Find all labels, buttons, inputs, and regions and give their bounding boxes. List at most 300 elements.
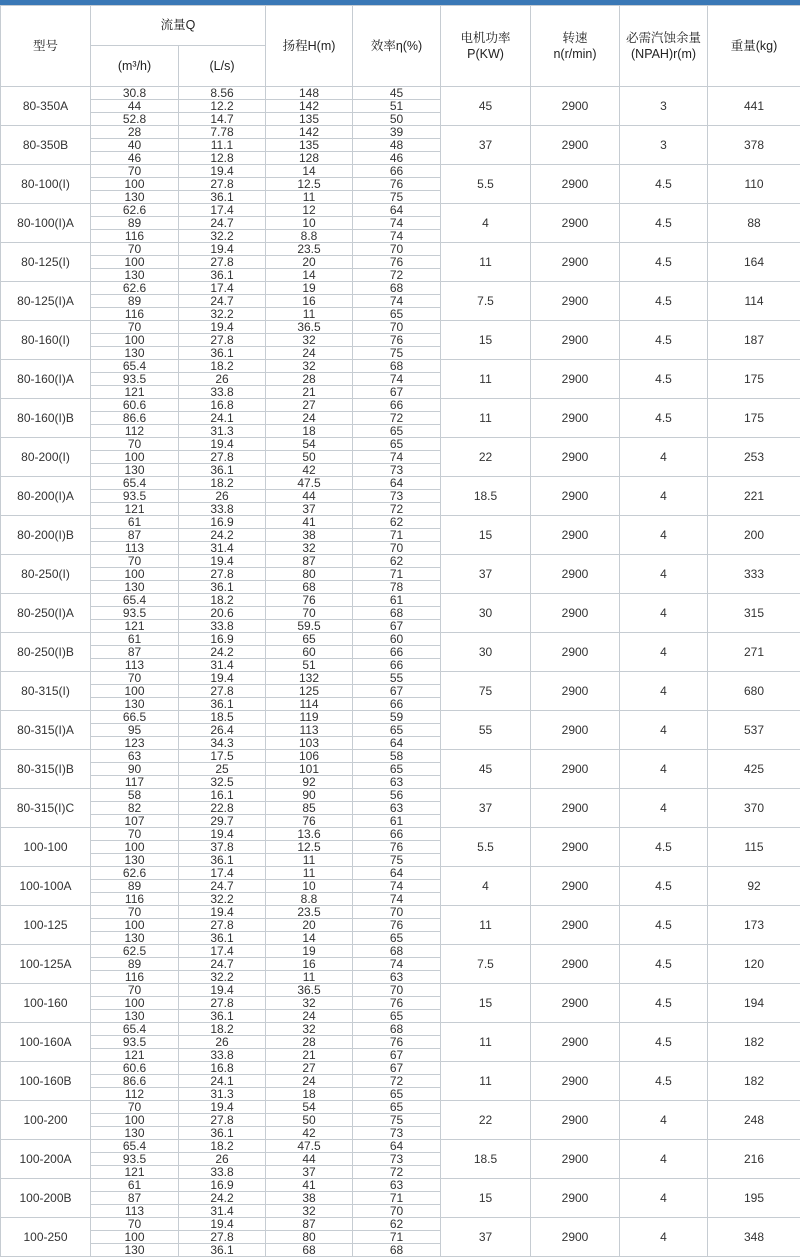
efficiency-cell: 75 <box>353 854 441 867</box>
head-cell: 16 <box>266 295 353 308</box>
flow-ls-cell: 26 <box>179 1036 266 1049</box>
weight-cell: 348 <box>708 1218 800 1257</box>
efficiency-cell: 65 <box>353 724 441 737</box>
model-cell: 100-160 <box>1 984 91 1023</box>
flow-m3h-cell: 60.6 <box>91 1062 179 1075</box>
flow-ls-cell: 17.4 <box>179 867 266 880</box>
weight-cell: 315 <box>708 594 800 633</box>
npsh-cell: 4.5 <box>620 906 708 945</box>
flow-ls-cell: 16.8 <box>179 399 266 412</box>
speed-cell: 2900 <box>531 672 620 711</box>
npsh-cell: 4 <box>620 750 708 789</box>
power-cell: 37 <box>441 789 531 828</box>
flow-ls-cell: 18.2 <box>179 360 266 373</box>
table-row <box>1 633 800 646</box>
npsh-cell: 4.5 <box>620 282 708 321</box>
flow-ls-cell: 24.2 <box>179 529 266 542</box>
flow-ls-cell: 24.7 <box>179 880 266 893</box>
flow-m3h-cell: 113 <box>91 659 179 672</box>
npsh-cell: 4.5 <box>620 1023 708 1062</box>
head-cell: 50 <box>266 451 353 464</box>
head-cell: 21 <box>266 386 353 399</box>
weight-cell: 216 <box>708 1140 800 1179</box>
flow-m3h-cell: 130 <box>91 581 179 594</box>
efficiency-cell: 46 <box>353 152 441 165</box>
flow-m3h-cell: 130 <box>91 464 179 477</box>
weight-cell: 680 <box>708 672 800 711</box>
head-cell: 51 <box>266 659 353 672</box>
head-cell: 41 <box>266 516 353 529</box>
npsh-cell: 4.5 <box>620 828 708 867</box>
flow-m3h-cell: 62.6 <box>91 282 179 295</box>
head-cell: 14 <box>266 932 353 945</box>
efficiency-cell: 66 <box>353 659 441 672</box>
flow-ls-cell: 19.4 <box>179 438 266 451</box>
efficiency-cell: 65 <box>353 308 441 321</box>
flow-ls-cell: 19.4 <box>179 165 266 178</box>
flow-ls-cell: 27.8 <box>179 997 266 1010</box>
flow-ls-cell: 27.8 <box>179 685 266 698</box>
model-cell: 80-125(I) <box>1 243 91 282</box>
flow-m3h-cell: 70 <box>91 165 179 178</box>
weight-cell: 187 <box>708 321 800 360</box>
head-cell: 80 <box>266 1231 353 1244</box>
flow-m3h-cell: 121 <box>91 1166 179 1179</box>
flow-m3h-cell: 100 <box>91 178 179 191</box>
head-cell: 20 <box>266 919 353 932</box>
npsh-cell: 3 <box>620 126 708 165</box>
speed-cell: 2900 <box>531 789 620 828</box>
flow-ls-cell: 24.7 <box>179 217 266 230</box>
npsh-cell: 4 <box>620 555 708 594</box>
head-cell: 50 <box>266 1114 353 1127</box>
head-cell: 76 <box>266 815 353 828</box>
flow-m3h-cell: 116 <box>91 308 179 321</box>
head-cell: 70 <box>266 607 353 620</box>
flow-ls-cell: 27.8 <box>179 1114 266 1127</box>
weight-cell: 537 <box>708 711 800 750</box>
efficiency-cell: 72 <box>353 269 441 282</box>
head-cell: 54 <box>266 1101 353 1114</box>
flow-m3h-cell: 89 <box>91 880 179 893</box>
efficiency-cell: 73 <box>353 1127 441 1140</box>
flow-m3h-cell: 116 <box>91 971 179 984</box>
head-cell: 101 <box>266 763 353 776</box>
power-cell: 37 <box>441 1218 531 1257</box>
flow-m3h-cell: 65.4 <box>91 1023 179 1036</box>
efficiency-cell: 58 <box>353 750 441 763</box>
flow-ls-cell: 18.2 <box>179 1023 266 1036</box>
power-cell: 15 <box>441 516 531 555</box>
flow-m3h-cell: 61 <box>91 633 179 646</box>
flow-ls-cell: 31.4 <box>179 1205 266 1218</box>
efficiency-cell: 60 <box>353 633 441 646</box>
flow-m3h-cell: 130 <box>91 932 179 945</box>
efficiency-cell: 62 <box>353 1218 441 1231</box>
flow-m3h-cell: 113 <box>91 542 179 555</box>
header-speed <box>531 6 620 87</box>
table-row <box>1 399 800 412</box>
npsh-cell: 4.5 <box>620 1062 708 1101</box>
npsh-cell: 4 <box>620 1218 708 1257</box>
efficiency-cell: 66 <box>353 828 441 841</box>
flow-ls-cell: 16.1 <box>179 789 266 802</box>
head-cell: 11 <box>266 191 353 204</box>
head-cell: 135 <box>266 139 353 152</box>
header-npsh-line2: (NPAH)r(m) <box>631 47 697 61</box>
model-cell: 80-250(I)B <box>1 633 91 672</box>
head-cell: 10 <box>266 217 353 230</box>
flow-m3h-cell: 30.8 <box>91 87 179 100</box>
flow-m3h-cell: 70 <box>91 828 179 841</box>
flow-m3h-cell: 93.5 <box>91 490 179 503</box>
flow-m3h-cell: 100 <box>91 568 179 581</box>
efficiency-cell: 75 <box>353 191 441 204</box>
weight-cell: 378 <box>708 126 800 165</box>
head-cell: 18 <box>266 425 353 438</box>
flow-ls-cell: 24.2 <box>179 1192 266 1205</box>
efficiency-cell: 68 <box>353 1023 441 1036</box>
flow-m3h-cell: 70 <box>91 243 179 256</box>
flow-ls-cell: 16.9 <box>179 1179 266 1192</box>
speed-cell: 2900 <box>531 711 620 750</box>
power-cell: 55 <box>441 711 531 750</box>
efficiency-cell: 50 <box>353 113 441 126</box>
speed-cell: 2900 <box>531 126 620 165</box>
weight-cell: 248 <box>708 1101 800 1140</box>
model-cell: 100-250 <box>1 1218 91 1257</box>
power-cell: 11 <box>441 360 531 399</box>
flow-m3h-cell: 61 <box>91 516 179 529</box>
flow-ls-cell: 26 <box>179 490 266 503</box>
npsh-cell: 4 <box>620 477 708 516</box>
weight-cell: 110 <box>708 165 800 204</box>
flow-m3h-cell: 123 <box>91 737 179 750</box>
flow-ls-cell: 24.7 <box>179 958 266 971</box>
flow-ls-cell: 16.8 <box>179 1062 266 1075</box>
flow-ls-cell: 36.1 <box>179 581 266 594</box>
head-cell: 11 <box>266 867 353 880</box>
head-cell: 68 <box>266 1244 353 1257</box>
head-cell: 24 <box>266 347 353 360</box>
efficiency-cell: 68 <box>353 282 441 295</box>
flow-m3h-cell: 130 <box>91 347 179 360</box>
npsh-cell: 4 <box>620 516 708 555</box>
weight-cell: 253 <box>708 438 800 477</box>
flow-ls-cell: 18.2 <box>179 1140 266 1153</box>
head-cell: 80 <box>266 568 353 581</box>
model-cell: 100-200B <box>1 1179 91 1218</box>
speed-cell: 2900 <box>531 984 620 1023</box>
weight-cell: 92 <box>708 867 800 906</box>
efficiency-cell: 55 <box>353 672 441 685</box>
weight-cell: 425 <box>708 750 800 789</box>
table-row <box>1 126 800 139</box>
flow-ls-cell: 22.8 <box>179 802 266 815</box>
power-cell: 30 <box>441 594 531 633</box>
power-cell: 5.5 <box>441 828 531 867</box>
head-cell: 103 <box>266 737 353 750</box>
efficiency-cell: 65 <box>353 1088 441 1101</box>
model-cell: 80-350A <box>1 87 91 126</box>
flow-m3h-cell: 63 <box>91 750 179 763</box>
flow-ls-cell: 19.4 <box>179 243 266 256</box>
model-cell: 100-160B <box>1 1062 91 1101</box>
header-weight: 重量(kg) <box>708 6 800 87</box>
flow-ls-cell: 11.1 <box>179 139 266 152</box>
head-cell: 32 <box>266 1205 353 1218</box>
flow-m3h-cell: 130 <box>91 1010 179 1023</box>
efficiency-cell: 67 <box>353 386 441 399</box>
head-cell: 36.5 <box>266 984 353 997</box>
flow-m3h-cell: 65.4 <box>91 594 179 607</box>
head-cell: 38 <box>266 1192 353 1205</box>
efficiency-cell: 66 <box>353 646 441 659</box>
efficiency-cell: 63 <box>353 971 441 984</box>
model-cell: 80-160(I)A <box>1 360 91 399</box>
npsh-cell: 4 <box>620 1140 708 1179</box>
flow-ls-cell: 32.2 <box>179 971 266 984</box>
flow-ls-cell: 19.4 <box>179 321 266 334</box>
speed-cell: 2900 <box>531 204 620 243</box>
power-cell: 11 <box>441 243 531 282</box>
power-cell: 5.5 <box>441 165 531 204</box>
head-cell: 44 <box>266 490 353 503</box>
flow-m3h-cell: 65.4 <box>91 477 179 490</box>
weight-cell: 194 <box>708 984 800 1023</box>
npsh-cell: 3 <box>620 87 708 126</box>
model-cell: 80-250(I)A <box>1 594 91 633</box>
flow-ls-cell: 19.4 <box>179 906 266 919</box>
flow-ls-cell: 32.2 <box>179 893 266 906</box>
table-row <box>1 1140 800 1153</box>
flow-m3h-cell: 62.5 <box>91 945 179 958</box>
flow-m3h-cell: 130 <box>91 698 179 711</box>
power-cell: 15 <box>441 984 531 1023</box>
header-head: 扬程H(m) <box>266 6 353 87</box>
power-cell: 22 <box>441 1101 531 1140</box>
efficiency-cell: 71 <box>353 1231 441 1244</box>
efficiency-cell: 76 <box>353 919 441 932</box>
head-cell: 68 <box>266 581 353 594</box>
power-cell: 7.5 <box>441 945 531 984</box>
header-flow-m3h: (m³/h) <box>91 46 179 87</box>
flow-m3h-cell: 130 <box>91 269 179 282</box>
head-cell: 24 <box>266 412 353 425</box>
model-cell: 80-160(I) <box>1 321 91 360</box>
flow-ls-cell: 27.8 <box>179 568 266 581</box>
power-cell: 18.5 <box>441 1140 531 1179</box>
efficiency-cell: 70 <box>353 542 441 555</box>
efficiency-cell: 64 <box>353 204 441 217</box>
power-cell: 15 <box>441 1179 531 1218</box>
flow-ls-cell: 12.8 <box>179 152 266 165</box>
table-row <box>1 282 800 295</box>
head-cell: 11 <box>266 854 353 867</box>
model-cell: 100-100A <box>1 867 91 906</box>
flow-m3h-cell: 89 <box>91 295 179 308</box>
speed-cell: 2900 <box>531 1179 620 1218</box>
flow-ls-cell: 32.2 <box>179 230 266 243</box>
speed-cell: 2900 <box>531 360 620 399</box>
flow-m3h-cell: 89 <box>91 958 179 971</box>
speed-cell: 2900 <box>531 1101 620 1140</box>
power-cell: 75 <box>441 672 531 711</box>
flow-ls-cell: 31.3 <box>179 1088 266 1101</box>
npsh-cell: 4.5 <box>620 165 708 204</box>
head-cell: 27 <box>266 1062 353 1075</box>
head-cell: 20 <box>266 256 353 269</box>
npsh-cell: 4 <box>620 711 708 750</box>
flow-m3h-cell: 52.8 <box>91 113 179 126</box>
head-cell: 44 <box>266 1153 353 1166</box>
speed-cell: 2900 <box>531 477 620 516</box>
head-cell: 11 <box>266 308 353 321</box>
flow-ls-cell: 36.1 <box>179 1010 266 1023</box>
table-row <box>1 204 800 217</box>
head-cell: 12 <box>266 204 353 217</box>
head-cell: 142 <box>266 126 353 139</box>
table-row <box>1 711 800 724</box>
table-row <box>1 945 800 958</box>
weight-cell: 195 <box>708 1179 800 1218</box>
table-row <box>1 828 800 841</box>
efficiency-cell: 64 <box>353 737 441 750</box>
efficiency-cell: 68 <box>353 607 441 620</box>
model-cell: 80-125(I)A <box>1 282 91 321</box>
table-row <box>1 867 800 880</box>
flow-m3h-cell: 107 <box>91 815 179 828</box>
efficiency-cell: 74 <box>353 958 441 971</box>
flow-m3h-cell: 28 <box>91 126 179 139</box>
head-cell: 37 <box>266 503 353 516</box>
head-cell: 47.5 <box>266 477 353 490</box>
power-cell: 45 <box>441 87 531 126</box>
table-row <box>1 165 800 178</box>
efficiency-cell: 68 <box>353 945 441 958</box>
flow-m3h-cell: 44 <box>91 100 179 113</box>
npsh-cell: 4.5 <box>620 321 708 360</box>
weight-cell: 173 <box>708 906 800 945</box>
flow-m3h-cell: 70 <box>91 984 179 997</box>
flow-ls-cell: 26 <box>179 373 266 386</box>
header-power <box>441 6 531 87</box>
efficiency-cell: 74 <box>353 295 441 308</box>
flow-m3h-cell: 61 <box>91 1179 179 1192</box>
flow-ls-cell: 7.78 <box>179 126 266 139</box>
speed-cell: 2900 <box>531 165 620 204</box>
header-npsh-line1: 必需汽蚀余量 <box>626 30 702 45</box>
efficiency-cell: 72 <box>353 412 441 425</box>
head-cell: 8.8 <box>266 893 353 906</box>
power-cell: 15 <box>441 321 531 360</box>
efficiency-cell: 71 <box>353 529 441 542</box>
weight-cell: 182 <box>708 1062 800 1101</box>
speed-cell: 2900 <box>531 750 620 789</box>
head-cell: 142 <box>266 100 353 113</box>
efficiency-cell: 67 <box>353 685 441 698</box>
flow-m3h-cell: 70 <box>91 555 179 568</box>
flow-m3h-cell: 113 <box>91 1205 179 1218</box>
flow-ls-cell: 16.9 <box>179 633 266 646</box>
flow-ls-cell: 27.8 <box>179 256 266 269</box>
table-row <box>1 555 800 568</box>
speed-cell: 2900 <box>531 594 620 633</box>
efficiency-cell: 74 <box>353 451 441 464</box>
power-cell: 11 <box>441 906 531 945</box>
flow-ls-cell: 17.4 <box>179 282 266 295</box>
header-model: 型号 <box>1 6 91 87</box>
efficiency-cell: 66 <box>353 165 441 178</box>
model-cell: 80-200(I)B <box>1 516 91 555</box>
weight-cell: 182 <box>708 1023 800 1062</box>
flow-ls-cell: 33.8 <box>179 386 266 399</box>
efficiency-cell: 64 <box>353 867 441 880</box>
efficiency-cell: 68 <box>353 1244 441 1257</box>
npsh-cell: 4.5 <box>620 867 708 906</box>
flow-m3h-cell: 70 <box>91 438 179 451</box>
model-cell: 80-350B <box>1 126 91 165</box>
head-cell: 59.5 <box>266 620 353 633</box>
flow-ls-cell: 31.4 <box>179 659 266 672</box>
power-cell: 11 <box>441 1023 531 1062</box>
head-cell: 87 <box>266 1218 353 1231</box>
npsh-cell: 4.5 <box>620 243 708 282</box>
head-cell: 12.5 <box>266 178 353 191</box>
power-cell: 7.5 <box>441 282 531 321</box>
flow-m3h-cell: 60.6 <box>91 399 179 412</box>
model-cell: 100-125 <box>1 906 91 945</box>
model-cell: 80-200(I) <box>1 438 91 477</box>
head-cell: 113 <box>266 724 353 737</box>
efficiency-cell: 45 <box>353 87 441 100</box>
model-cell: 80-100(I) <box>1 165 91 204</box>
head-cell: 47.5 <box>266 1140 353 1153</box>
head-cell: 14 <box>266 269 353 282</box>
flow-m3h-cell: 90 <box>91 763 179 776</box>
flow-m3h-cell: 100 <box>91 997 179 1010</box>
weight-cell: 175 <box>708 360 800 399</box>
flow-ls-cell: 19.4 <box>179 1101 266 1114</box>
header-speed-line2: n(r/min) <box>553 47 597 61</box>
flow-m3h-cell: 40 <box>91 139 179 152</box>
table-row <box>1 438 800 451</box>
table-row <box>1 1101 800 1114</box>
speed-cell: 2900 <box>531 945 620 984</box>
flow-ls-cell: 36.1 <box>179 854 266 867</box>
head-cell: 11 <box>266 971 353 984</box>
efficiency-cell: 62 <box>353 516 441 529</box>
flow-ls-cell: 12.2 <box>179 100 266 113</box>
flow-ls-cell: 18.2 <box>179 477 266 490</box>
efficiency-cell: 63 <box>353 776 441 789</box>
table-row <box>1 321 800 334</box>
flow-ls-cell: 26 <box>179 1153 266 1166</box>
flow-m3h-cell: 65.4 <box>91 360 179 373</box>
efficiency-cell: 76 <box>353 334 441 347</box>
head-cell: 32 <box>266 334 353 347</box>
flow-ls-cell: 18.2 <box>179 594 266 607</box>
flow-ls-cell: 36.1 <box>179 932 266 945</box>
efficiency-cell: 74 <box>353 217 441 230</box>
efficiency-cell: 68 <box>353 360 441 373</box>
weight-cell: 333 <box>708 555 800 594</box>
speed-cell: 2900 <box>531 438 620 477</box>
flow-ls-cell: 17.5 <box>179 750 266 763</box>
weight-cell: 200 <box>708 516 800 555</box>
head-cell: 32 <box>266 360 353 373</box>
flow-m3h-cell: 100 <box>91 451 179 464</box>
